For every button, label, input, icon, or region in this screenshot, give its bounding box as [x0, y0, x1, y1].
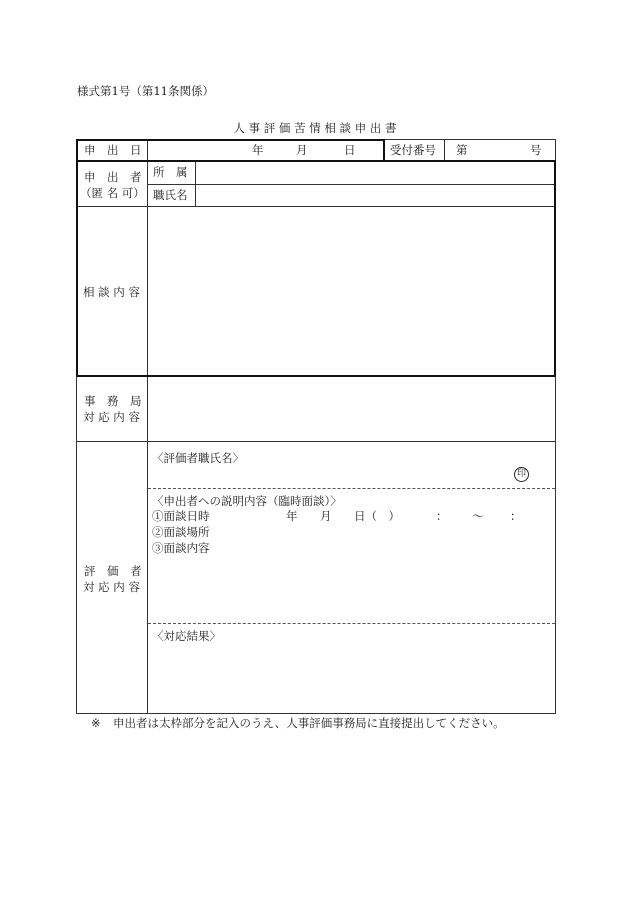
receipt-suffix: 号	[530, 143, 542, 157]
office-response-field[interactable]	[150, 379, 553, 439]
date-day-label: 日	[344, 143, 356, 157]
form-title: 人 事 評 価 苦 情 相 談 申 出 書	[233, 121, 397, 135]
receipt-number-label: 受付番号	[390, 143, 436, 157]
evaluator-name-label: 〈評価者職氏名〉	[152, 451, 244, 465]
meeting-month: 月	[320, 509, 332, 523]
office-response-label: 対 応 内 容	[83, 410, 140, 424]
consultation-label: 相 談 内 容	[83, 285, 140, 299]
meeting-datetime-label: ①面談日時	[152, 509, 210, 523]
explanation-label: 〈申出者への説明内容（臨時面談）〉	[152, 494, 342, 508]
name-field[interactable]	[197, 186, 553, 205]
form-number: 様式第1号（第11条関係）	[77, 84, 214, 98]
meeting-year: 年	[286, 509, 298, 523]
date-month-label: 月	[296, 143, 308, 157]
applicant-anonymous-note: （匿 名 可）	[80, 186, 145, 200]
footer-note: 申出者は太枠部分を記入のうえ、人事評価事務局に直接提出してください。	[113, 716, 505, 730]
consultation-field[interactable]	[150, 209, 552, 373]
footer-note-mark: ※	[91, 716, 101, 730]
date-label: 申 出 日	[84, 143, 142, 157]
meeting-colon-start: ：	[436, 509, 448, 523]
seal-icon: 印	[514, 467, 529, 482]
meeting-content-label: ③面談内容	[152, 541, 210, 555]
result-label: 〈対応結果〉	[152, 629, 221, 643]
affiliation-label: 所 属	[153, 165, 188, 179]
meeting-place-label: ②面談場所	[152, 525, 210, 539]
applicant-label: 申 出 者	[84, 170, 142, 184]
office-label: 事 務 局	[84, 394, 142, 408]
meeting-colon-end: ：	[510, 509, 522, 523]
affiliation-field[interactable]	[197, 163, 553, 183]
evaluator-response-label: 対 応 内 容	[83, 580, 140, 594]
receipt-prefix: 第	[456, 143, 468, 157]
meeting-tilde: 〜	[472, 509, 484, 523]
meeting-day: 日（ ）	[354, 509, 400, 523]
date-year-label: 年	[252, 143, 264, 157]
evaluator-label: 評 価 者	[84, 564, 142, 578]
name-label: 職氏名	[153, 188, 188, 202]
